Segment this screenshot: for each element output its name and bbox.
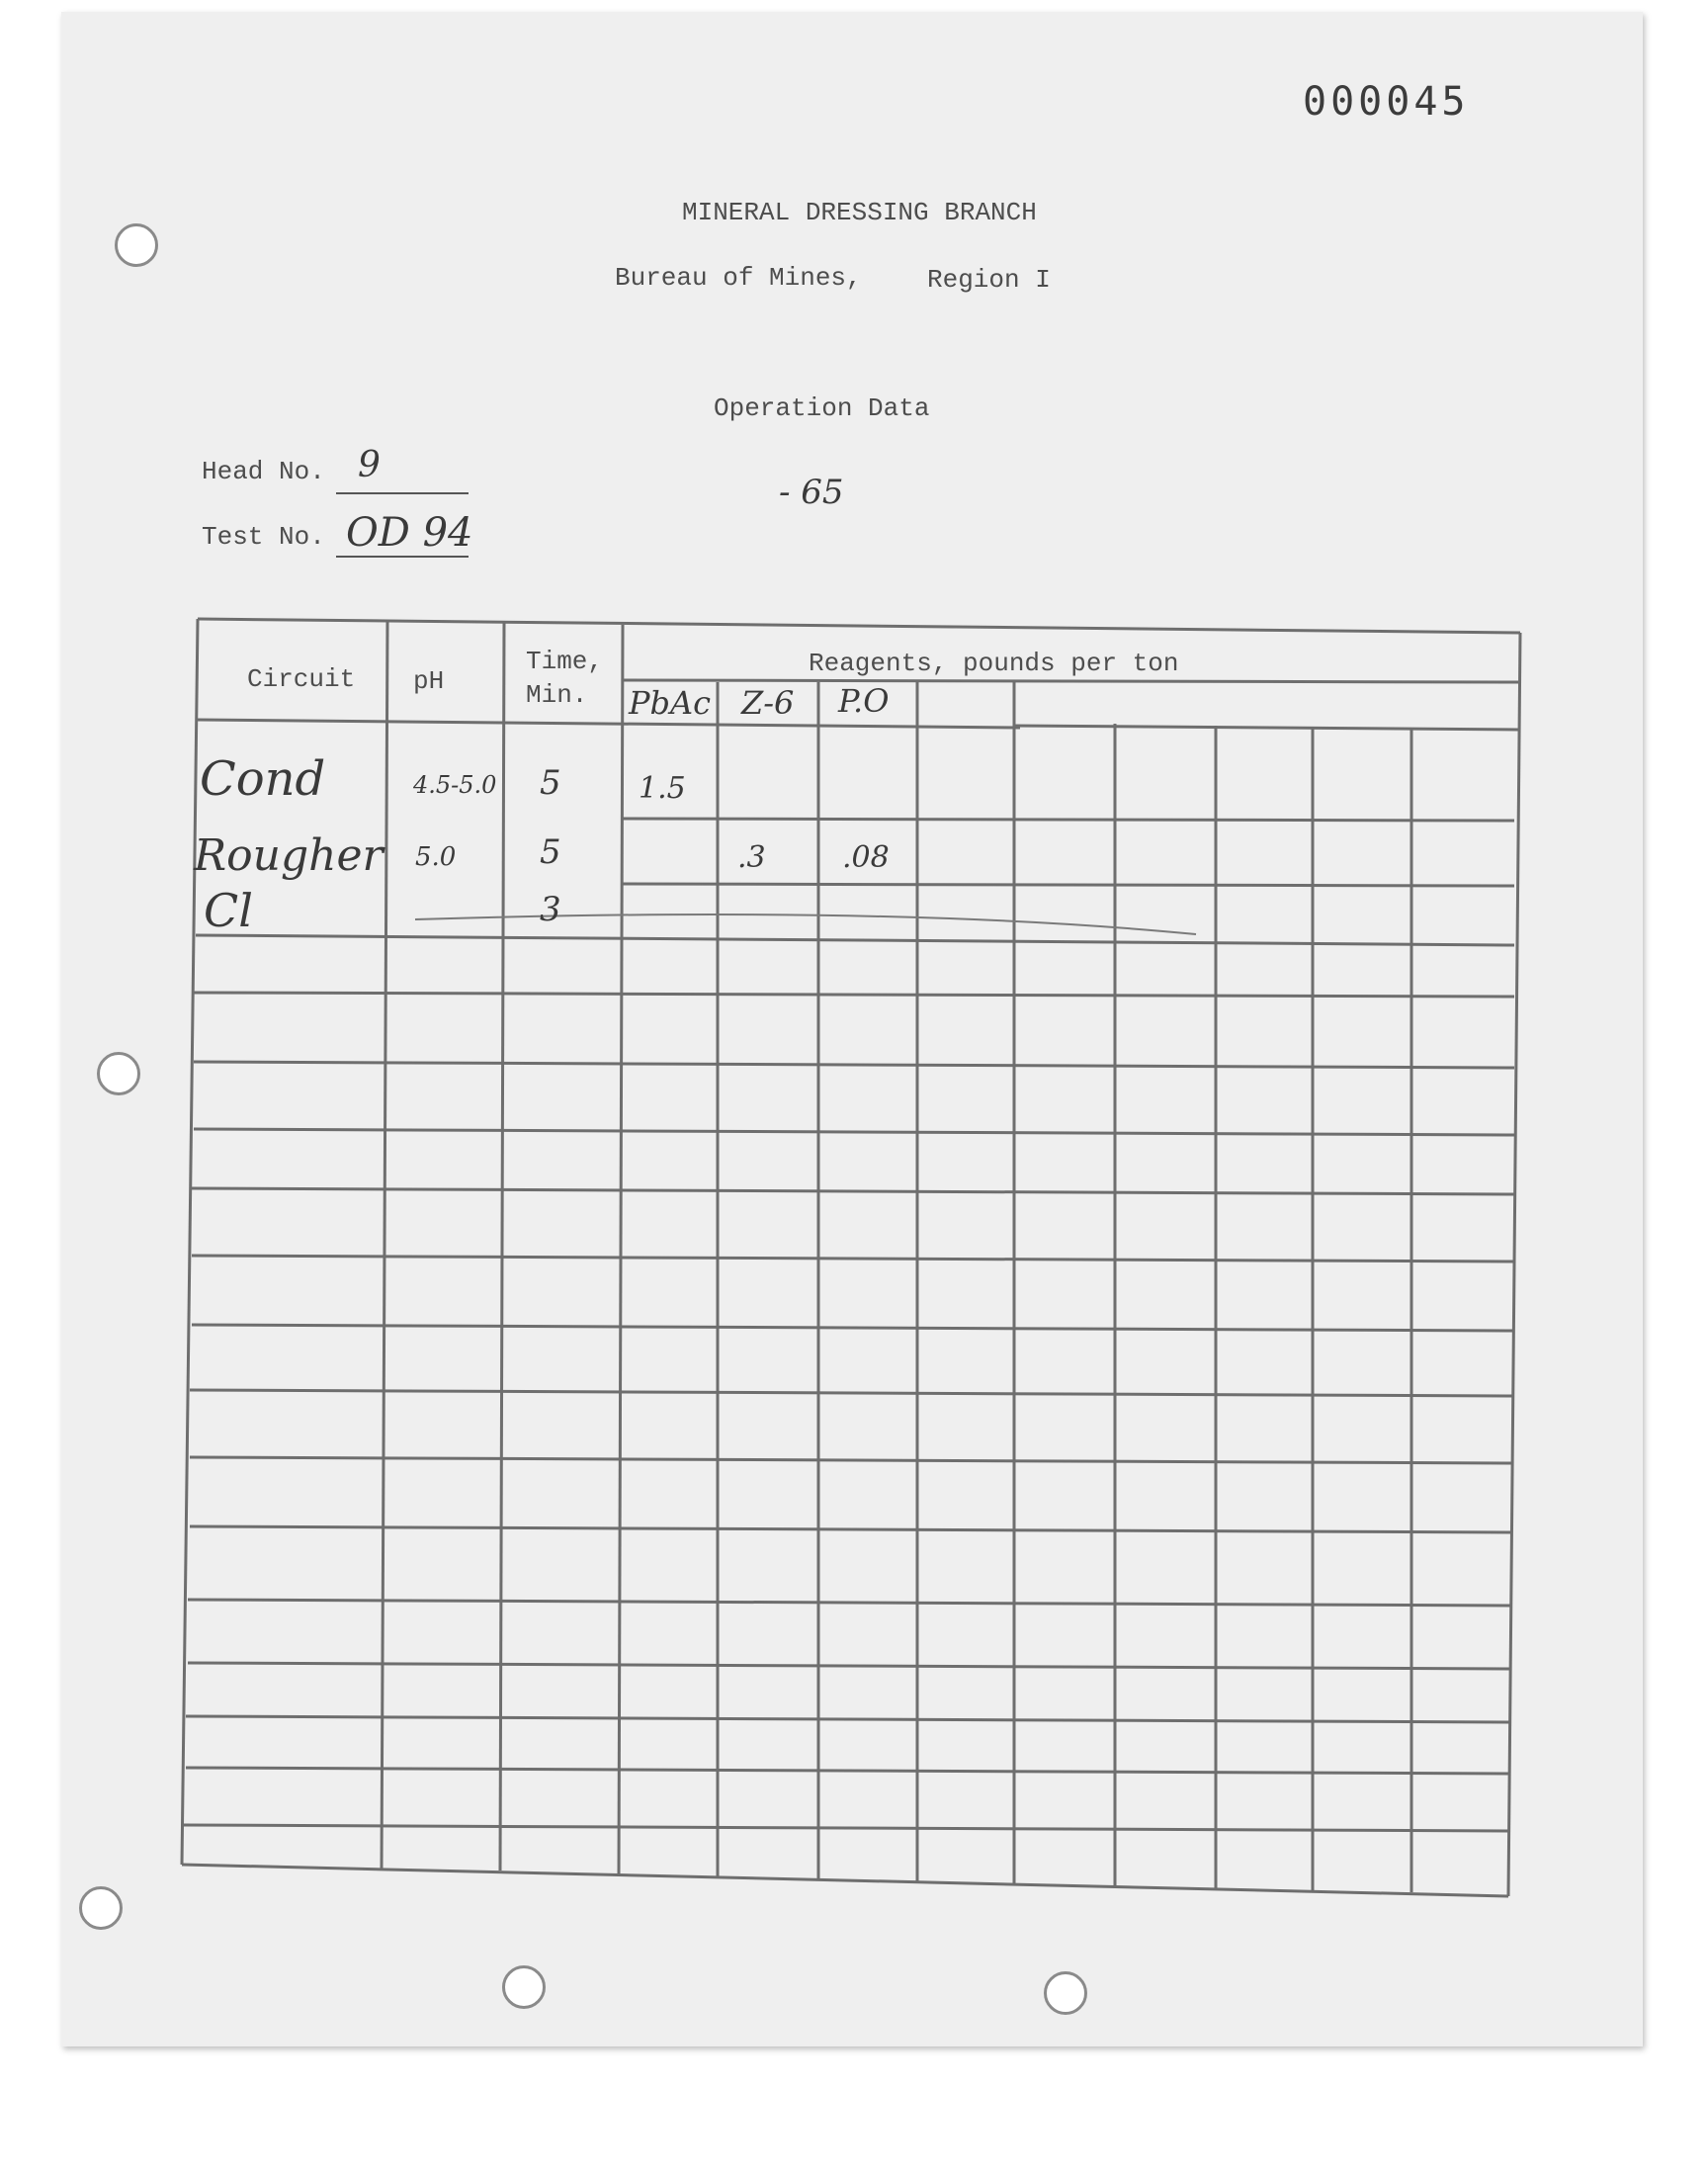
- row1-reagent-1: 1.5: [639, 771, 686, 806]
- row1-time: 5: [540, 763, 561, 803]
- branch-title: MINERAL DRESSING BRANCH: [682, 198, 1037, 227]
- region-label: Region I: [927, 265, 1051, 295]
- head-number-value: 9: [358, 445, 381, 485]
- grid-border-bottom: [182, 1865, 1508, 1896]
- grid-header-bottom: [198, 720, 1020, 728]
- grid-row-line: [194, 1062, 1514, 1068]
- row2-ph: 5.0: [415, 842, 457, 872]
- reagent-header-1: PbAc: [629, 684, 712, 722]
- head-number-label: Head No.: [202, 457, 325, 486]
- grid-border-right: [1508, 633, 1520, 1896]
- row2-reagent-2: .3: [737, 840, 766, 875]
- mesh-note: - 65: [779, 473, 844, 512]
- reagent-header-2: Z-6: [741, 684, 795, 722]
- row2-time: 5: [540, 832, 561, 872]
- reagent-header-3: P.O: [838, 682, 890, 720]
- grid-header-bottom: [1014, 726, 1518, 730]
- grid-row-line: [623, 819, 1514, 821]
- hand-dash-stroke: [415, 914, 1196, 934]
- row1-circuit: Cond: [200, 751, 326, 807]
- row2-circuit: Rougher: [194, 830, 384, 881]
- grid-lines: [182, 619, 1520, 1896]
- grid-row-line: [192, 1188, 1514, 1194]
- header-circuit: Circuit: [247, 664, 356, 694]
- grid-border-left: [182, 619, 198, 1865]
- header-time: Time,: [526, 647, 604, 676]
- grid-row-line: [192, 1256, 1514, 1262]
- row3-circuit: Cl: [204, 884, 253, 937]
- header-ph: pH: [413, 666, 445, 696]
- page-title: Operation Data: [714, 393, 930, 423]
- grid-col-line: [500, 623, 504, 1870]
- header-time-unit: Min.: [526, 680, 588, 710]
- grid-row-line: [623, 884, 1514, 886]
- header-reagents: Reagents, pounds per ton: [809, 649, 1179, 678]
- row3-time: 3: [540, 890, 561, 929]
- grid-row-line: [194, 1129, 1514, 1135]
- row1-ph: 4.5-5.0: [413, 771, 497, 799]
- grid-row-line: [196, 935, 1514, 945]
- test-number-label: Test No.: [202, 522, 325, 552]
- test-number-value: OD 94: [346, 510, 473, 556]
- grid-row-line: [194, 993, 1514, 997]
- grid-row-line: [192, 1325, 1512, 1331]
- document-number: 000045: [1303, 79, 1470, 125]
- grid-border-top: [198, 619, 1520, 633]
- grid-col-line: [382, 621, 387, 1869]
- row2-reagent-3: .08: [842, 840, 890, 875]
- grid-header-divider: [623, 680, 1518, 682]
- grid-col-line: [619, 625, 623, 1874]
- bureau-name: Bureau of Mines,: [615, 263, 862, 293]
